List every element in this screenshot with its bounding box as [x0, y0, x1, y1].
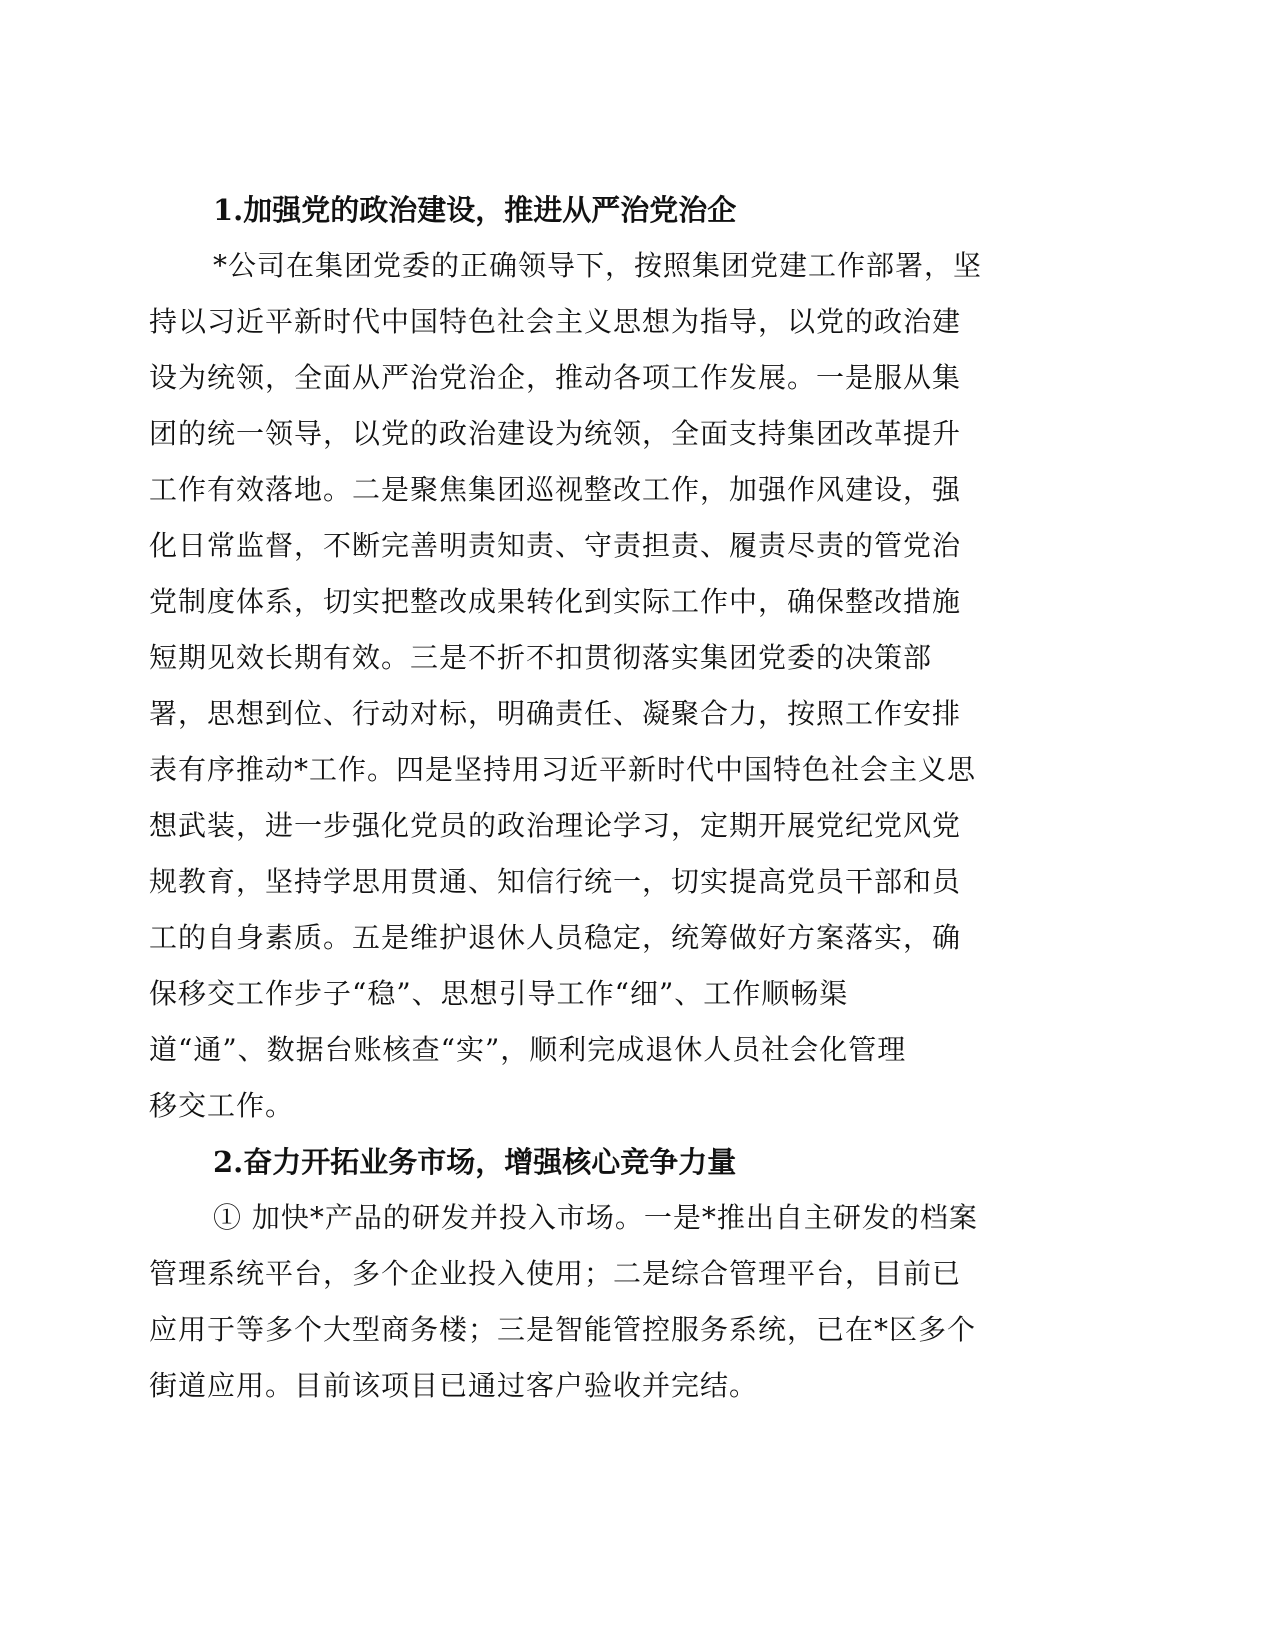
- document-body: [149, 182, 1109, 1414]
- paragraph-line: 工作有效落地。二是聚焦集团巡视整改工作，加强作风建设，强: [149, 473, 962, 506]
- paragraph-line: 道“通”、数据台账核查“实”，顺利完成退休人员社会化管理: [149, 1033, 907, 1066]
- paragraph-line: 应用于等多个大型商务楼；三是智能管控服务系统，已在*区多个: [149, 1313, 977, 1346]
- paragraph-line: 短期见效长期有效。三是不折不扣贯彻落实集团党委的决策部: [149, 641, 933, 674]
- paragraph-line: 街道应用。目前该项目已通过客户验收并完结。: [149, 1369, 759, 1402]
- paragraph-line: 设为统领，全面从严治党治企，推动各项工作发展。一是服从集: [149, 361, 962, 394]
- paragraph-line: 规教育，坚持学思用贯通、知信行统一，切实提高党员干部和员: [149, 865, 962, 898]
- paragraph-line: ① 加快*产品的研发并投入市场。一是*推出自主研发的档案: [213, 1201, 978, 1234]
- paragraph-line: 移交工作。: [149, 1089, 295, 1122]
- section-1-paragraph: [149, 238, 1109, 1134]
- paragraph-line: 署，思想到位、行动对标，明确责任、凝聚合力，按照工作安排: [149, 697, 962, 730]
- paragraph-line: 想武装，进一步强化党员的政治理论学习，定期开展党纪党风党: [149, 809, 962, 842]
- paragraph-line: 团的统一领导，以党的政治建设为统领，全面支持集团改革提升: [149, 417, 962, 450]
- paragraph-line: 持以习近平新时代中国特色社会主义思想为指导，以党的政治建: [149, 305, 962, 338]
- paragraph-line: 保移交工作步子“稳”、思想引导工作“细”、工作顺畅渠: [149, 977, 849, 1010]
- section-2-heading: 2.奋力开拓业务市场，增强核心竞争力量: [213, 1145, 737, 1179]
- paragraph-line: 管理系统平台，多个企业投入使用；二是综合管理平台，目前已: [149, 1257, 962, 1290]
- paragraph-line: 化日常监督，不断完善明责知责、守责担责、履责尽责的管党治: [149, 529, 962, 562]
- paragraph-line: *公司在集团党委的正确领导下，按照集团党建工作部署，坚: [213, 249, 983, 282]
- section-1-heading: 1.加强党的政治建设，推进从严治党治企: [213, 193, 737, 227]
- paragraph-line: 党制度体系，切实把整改成果转化到实际工作中，确保整改措施: [149, 585, 962, 618]
- section-2-paragraph: [149, 1190, 1109, 1414]
- paragraph-line: 工的自身素质。五是维护退休人员稳定，统筹做好方案落实，确: [149, 921, 962, 954]
- paragraph-line: 表有序推动*工作。四是坚持用习近平新时代中国特色社会主义思: [149, 753, 977, 786]
